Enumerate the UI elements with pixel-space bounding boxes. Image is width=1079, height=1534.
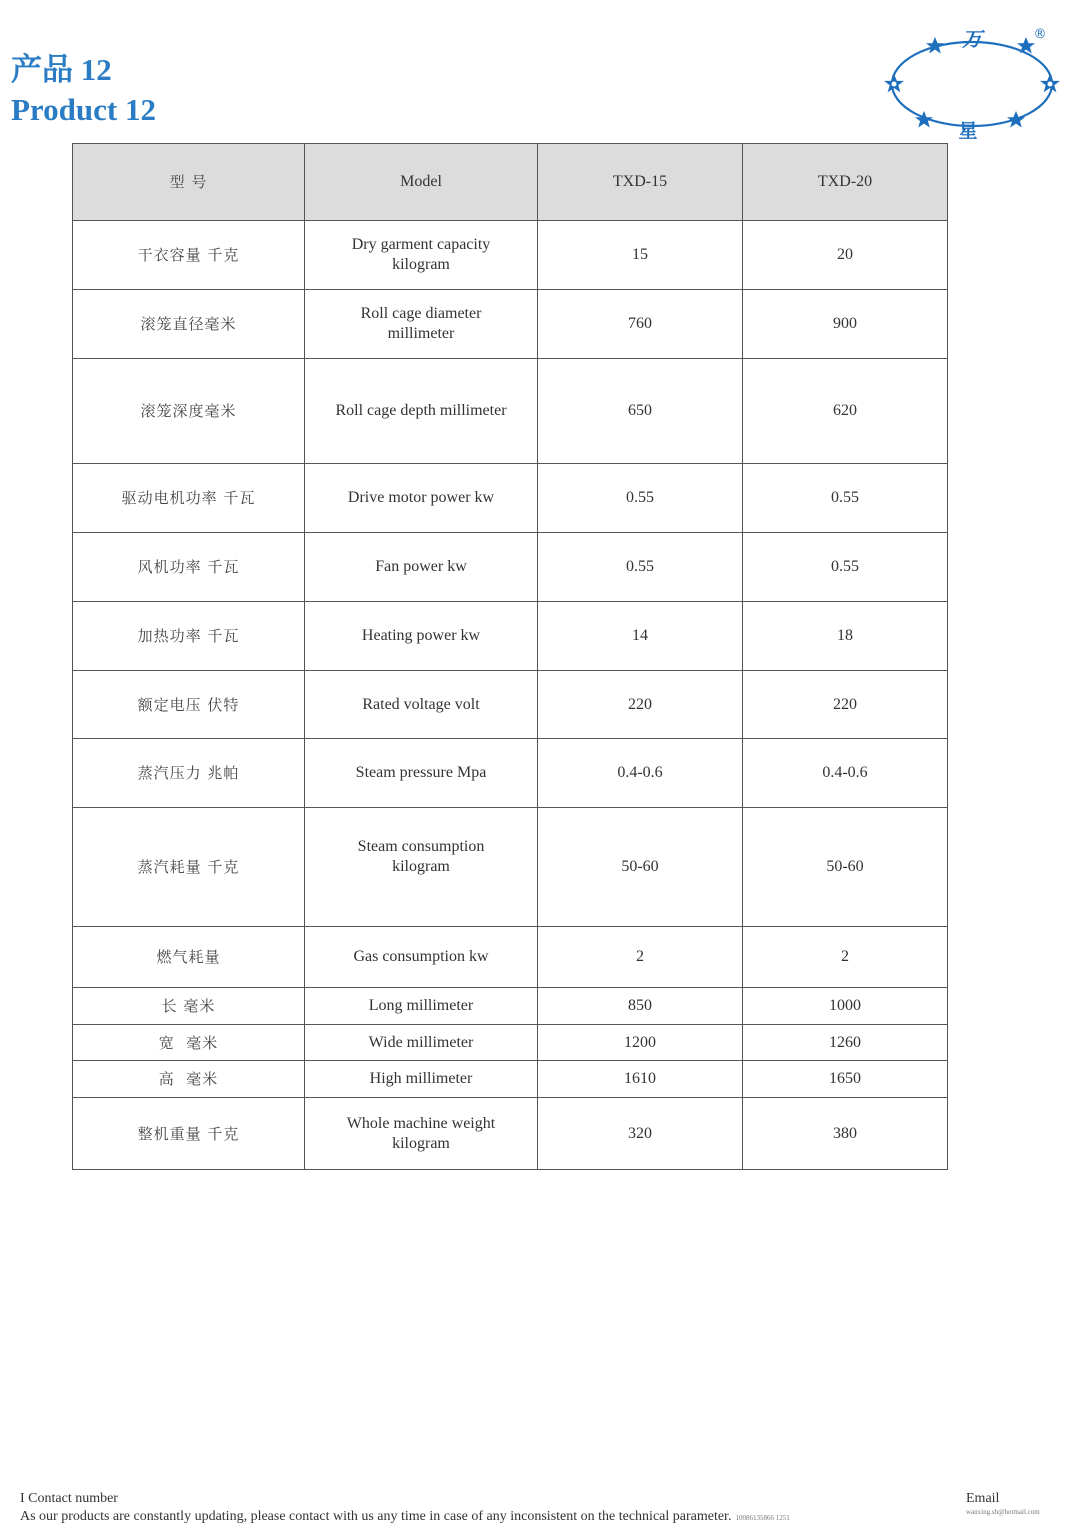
row-label-cn: 额定电压 伏特 bbox=[73, 671, 305, 739]
email-address[interactable]: wanxing.sh@hotmail.com bbox=[966, 1508, 1040, 1516]
spec-table bbox=[72, 143, 948, 1170]
table-row bbox=[73, 671, 948, 739]
value-txd15: 1200 bbox=[538, 1025, 743, 1061]
value-txd15: 0.4-0.6 bbox=[538, 739, 743, 808]
page-title-block bbox=[11, 50, 156, 130]
value-txd15: 0.55 bbox=[538, 464, 743, 533]
value-txd20: 380 bbox=[743, 1098, 948, 1170]
row-label-en: Rated voltage volt bbox=[305, 671, 538, 739]
table-row bbox=[73, 221, 948, 290]
row-label-en: Steam pressure Mpa bbox=[305, 739, 538, 808]
column-header-txd20: TXD-20 bbox=[743, 144, 948, 221]
value-txd20: 220 bbox=[743, 671, 948, 739]
value-txd15: 220 bbox=[538, 671, 743, 739]
row-label-en: Steam consumption kilogram bbox=[305, 808, 538, 927]
row-label-cn: 滚笼深度毫米 bbox=[73, 359, 305, 464]
row-label-cn: 滚笼直径毫米 bbox=[73, 290, 305, 359]
value-txd15: 1610 bbox=[538, 1061, 743, 1098]
contact-phone: 10086135866 1251 bbox=[735, 1514, 790, 1522]
footer-notice: As our products are constantly updating, please contact with us any time in case of any inconsistent on the technical parameter. bbox=[20, 1509, 732, 1524]
value-txd20: 18 bbox=[743, 602, 948, 671]
table-row bbox=[73, 359, 948, 464]
logo-char-bottom: 星 bbox=[958, 120, 978, 142]
value-txd20: 900 bbox=[743, 290, 948, 359]
table-row bbox=[73, 1061, 948, 1098]
column-header-txd15: TXD-15 bbox=[538, 144, 743, 221]
value-txd15: 0.55 bbox=[538, 533, 743, 602]
row-label-cn: 高 毫米 bbox=[73, 1061, 305, 1098]
row-label-cn: 蒸汽压力 兆帕 bbox=[73, 739, 305, 808]
logo-char-top: 万 bbox=[962, 27, 982, 51]
row-label-cn: 整机重量 千克 bbox=[73, 1098, 305, 1170]
row-label-en: Drive motor power kw bbox=[305, 464, 538, 533]
registered-mark-icon: ® bbox=[1033, 27, 1047, 42]
table-row bbox=[73, 988, 948, 1025]
email-label: Email bbox=[966, 1491, 1000, 1506]
row-label-en: Dry garment capacity kilogram bbox=[305, 221, 538, 290]
row-label-en: Wide millimeter bbox=[305, 1025, 538, 1061]
table-row bbox=[73, 927, 948, 988]
table-row bbox=[73, 464, 948, 533]
value-txd20: 1000 bbox=[743, 988, 948, 1025]
value-txd15: 650 bbox=[538, 359, 743, 464]
footer-notice-line bbox=[20, 1508, 790, 1527]
footer-contact bbox=[20, 1490, 790, 1527]
row-label-en: High millimeter bbox=[305, 1061, 538, 1098]
table-row bbox=[73, 290, 948, 359]
table-header-row bbox=[73, 144, 948, 221]
row-label-en: Heating power kw bbox=[305, 602, 538, 671]
brand-logo-icon bbox=[880, 20, 1070, 145]
value-txd15: 15 bbox=[538, 221, 743, 290]
row-label-en: Fan power kw bbox=[305, 533, 538, 602]
value-txd20: 1260 bbox=[743, 1025, 948, 1061]
value-txd20: 50-60 bbox=[743, 808, 948, 927]
row-label-cn: 干衣容量 千克 bbox=[73, 221, 305, 290]
table-row bbox=[73, 602, 948, 671]
row-label-cn: 燃气耗量 bbox=[73, 927, 305, 988]
table-row bbox=[73, 808, 948, 927]
row-label-en: Long millimeter bbox=[305, 988, 538, 1025]
value-txd15: 850 bbox=[538, 988, 743, 1025]
value-txd20: 2 bbox=[743, 927, 948, 988]
table-row bbox=[73, 1025, 948, 1061]
value-txd15: 760 bbox=[538, 290, 743, 359]
table-row bbox=[73, 1098, 948, 1170]
row-label-en: Whole machine weight kilogram bbox=[305, 1098, 538, 1170]
table-row bbox=[73, 739, 948, 808]
row-label-en: Roll cage diameter millimeter bbox=[305, 290, 538, 359]
column-header-cn: 型 号 bbox=[73, 144, 305, 221]
contact-number-label: I Contact number bbox=[20, 1491, 118, 1506]
row-label-cn: 宽 毫米 bbox=[73, 1025, 305, 1061]
row-label-en: Gas consumption kw bbox=[305, 927, 538, 988]
value-txd15: 2 bbox=[538, 927, 743, 988]
footer-email bbox=[966, 1490, 1040, 1516]
value-txd15: 14 bbox=[538, 602, 743, 671]
value-txd20: 0.4-0.6 bbox=[743, 739, 948, 808]
page-title-en: Product 12 bbox=[11, 92, 156, 127]
value-txd20: 620 bbox=[743, 359, 948, 464]
row-label-cn: 蒸汽耗量 千克 bbox=[73, 808, 305, 927]
value-txd15: 320 bbox=[538, 1098, 743, 1170]
value-txd20: 1650 bbox=[743, 1061, 948, 1098]
value-txd20: 0.55 bbox=[743, 533, 948, 602]
row-label-cn: 加热功率 千瓦 bbox=[73, 602, 305, 671]
row-label-cn: 驱动电机功率 千瓦 bbox=[73, 464, 305, 533]
value-txd20: 20 bbox=[743, 221, 948, 290]
row-label-cn: 长 毫米 bbox=[73, 988, 305, 1025]
row-label-en: Roll cage depth millimeter bbox=[305, 359, 538, 464]
brand-logo bbox=[880, 20, 1070, 145]
page-title-cn: 产品 12 bbox=[11, 52, 112, 87]
value-txd20: 0.55 bbox=[743, 464, 948, 533]
table-row bbox=[73, 533, 948, 602]
row-label-cn: 风机功率 千瓦 bbox=[73, 533, 305, 602]
column-header-model: Model bbox=[305, 144, 538, 221]
value-txd15: 50-60 bbox=[538, 808, 743, 927]
